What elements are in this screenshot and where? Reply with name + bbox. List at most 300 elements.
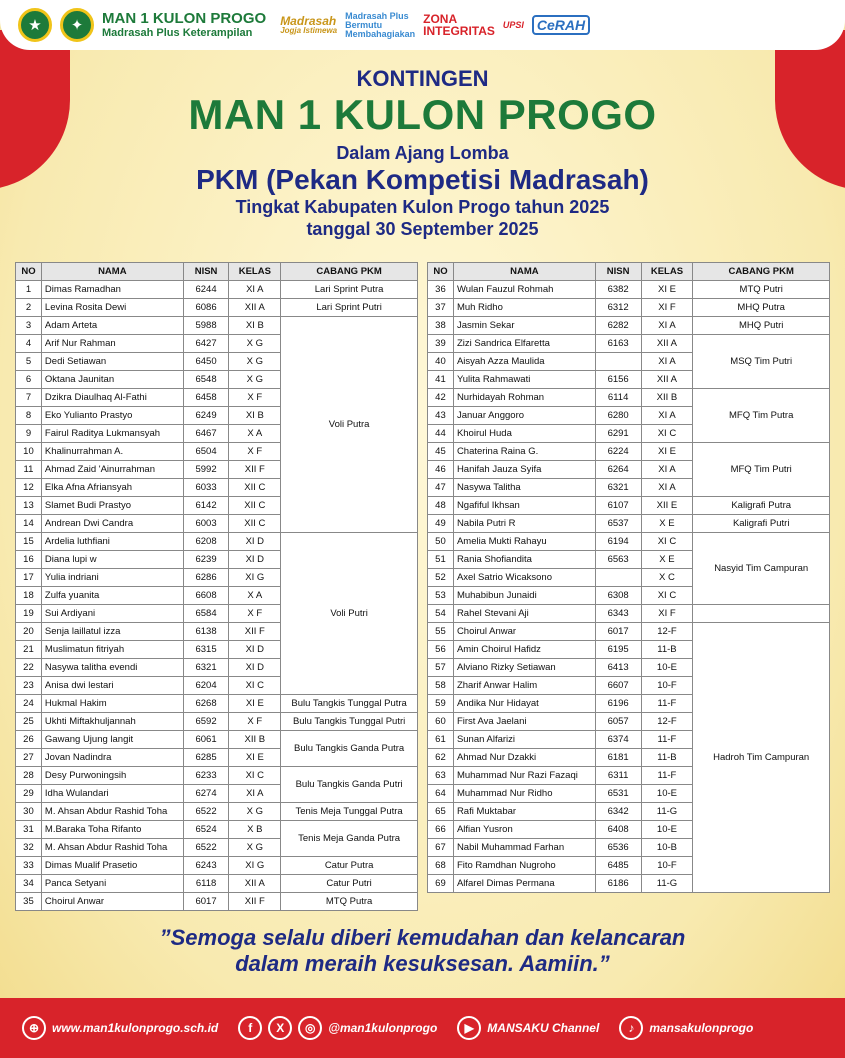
row-kelas: 11-B: [641, 749, 693, 767]
row-no: 49: [428, 515, 454, 533]
row-no: 38: [428, 317, 454, 335]
row-kelas: X F: [229, 389, 281, 407]
row-nama: Andrean Dwi Candra: [41, 515, 183, 533]
row-nama: Amelia Mukti Rahayu: [453, 533, 595, 551]
row-nama: Zulfa yuanita: [41, 587, 183, 605]
row-nama: Yulia indriani: [41, 569, 183, 587]
row-cabang: MTQ Putri: [693, 281, 830, 299]
row-cabang: Bulu Tangkis Tunggal Putra: [281, 695, 418, 713]
row-kelas: XI D: [229, 659, 281, 677]
row-kelas: XI A: [229, 785, 281, 803]
table-row: [16, 317, 418, 335]
row-no: 32: [16, 839, 42, 857]
row-kelas: XII A: [641, 335, 693, 353]
participants-table-left: [15, 262, 418, 911]
row-nisn: 6458: [183, 389, 229, 407]
row-nisn: 6086: [183, 299, 229, 317]
table-row: [16, 533, 418, 551]
row-nisn: 6374: [595, 731, 641, 749]
table-row: [16, 857, 418, 875]
row-nisn: 6061: [183, 731, 229, 749]
tiktok-icon[interactable]: ♪: [619, 1016, 643, 1040]
row-nisn: 6343: [595, 605, 641, 623]
row-kelas: XII C: [229, 515, 281, 533]
youtube-icon[interactable]: ▶: [457, 1016, 481, 1040]
row-kelas: XI A: [641, 407, 693, 425]
row-nama: M.Baraka Toha Rifanto: [41, 821, 183, 839]
row-no: 69: [428, 875, 454, 893]
row-kelas: X C: [641, 569, 693, 587]
row-cabang: [693, 605, 830, 623]
table-row: [16, 713, 418, 731]
row-nama: Jasmin Sekar: [453, 317, 595, 335]
row-no: 34: [16, 875, 42, 893]
table-row: [428, 533, 830, 551]
col-cabang: CABANG PKM: [281, 263, 418, 281]
row-cabang: Lari Sprint Putri: [281, 299, 418, 317]
col-nisn: NISN: [183, 263, 229, 281]
row-kelas: XI A: [641, 317, 693, 335]
table-row: [428, 623, 830, 641]
madrasah-logo-text: Madrasah: [280, 14, 337, 28]
title-ajang: Dalam Ajang Lomba: [336, 143, 509, 163]
title-kontingen: KONTINGEN: [356, 66, 489, 91]
title-tanggal: tanggal 30 September 2025: [306, 219, 539, 239]
row-cabang: Hadroh Tim Campuran: [693, 623, 830, 893]
row-nisn: 6163: [595, 335, 641, 353]
col-kelas: KELAS: [229, 263, 281, 281]
row-no: 29: [16, 785, 42, 803]
row-nisn: 6249: [183, 407, 229, 425]
title-block: [0, 66, 845, 240]
closing-line-2: dalam meraih kesuksesan. Aamiin.”: [235, 951, 610, 976]
row-kelas: XI D: [229, 641, 281, 659]
row-nama: Oktana Jaunitan: [41, 371, 183, 389]
x-icon[interactable]: X: [268, 1016, 292, 1040]
row-no: 17: [16, 569, 42, 587]
row-cabang: MFQ Tim Putra: [693, 389, 830, 443]
table-row: [16, 875, 418, 893]
row-kelas: X G: [229, 335, 281, 353]
row-kelas: XII B: [229, 731, 281, 749]
row-nisn: 6057: [595, 713, 641, 731]
row-nama: Alfarel Dimas Permana: [453, 875, 595, 893]
row-nama: Andika Nur Hidayat: [453, 695, 595, 713]
row-nama: Choirul Anwar: [453, 623, 595, 641]
row-kelas: 10-F: [641, 857, 693, 875]
row-nisn: 6244: [183, 281, 229, 299]
row-nama: Axel Satrio Wicaksono: [453, 569, 595, 587]
row-nama: Choirul Anwar: [41, 893, 183, 911]
table-row: [428, 389, 830, 407]
col-no: NO: [16, 263, 42, 281]
row-nisn: 6017: [183, 893, 229, 911]
row-nisn: 6450: [183, 353, 229, 371]
row-no: 31: [16, 821, 42, 839]
row-nama: Idha Wulandari: [41, 785, 183, 803]
row-nisn: [595, 569, 641, 587]
row-no: 12: [16, 479, 42, 497]
social-handle[interactable]: @man1kulonprogo: [328, 1021, 438, 1035]
brand-title: MAN 1 KULON PROGO: [102, 9, 267, 27]
row-kelas: X G: [229, 353, 281, 371]
row-nisn: 6181: [595, 749, 641, 767]
row-nama: Sui Ardiyani: [41, 605, 183, 623]
row-kelas: XI D: [229, 551, 281, 569]
row-nama: Dzikra Diaulhaq Al-Fathi: [41, 389, 183, 407]
row-nama: Fairul Raditya Lukmansyah: [41, 425, 183, 443]
row-no: 13: [16, 497, 42, 515]
row-nama: Muhabibun Junaidi: [453, 587, 595, 605]
row-no: 24: [16, 695, 42, 713]
row-no: 19: [16, 605, 42, 623]
row-no: 7: [16, 389, 42, 407]
row-nama: Yulita Rahmawati: [453, 371, 595, 389]
closing-line-1: ”Semoga selalu diberi kemudahan dan kelancaran: [159, 925, 686, 950]
row-nisn: 6427: [183, 335, 229, 353]
row-nama: Amin Choirul Hafidz: [453, 641, 595, 659]
madrasah-jogja-logo: [280, 15, 337, 35]
row-nisn: 6003: [183, 515, 229, 533]
row-nisn: 6408: [595, 821, 641, 839]
row-kelas: X F: [229, 443, 281, 461]
row-nisn: 6315: [183, 641, 229, 659]
row-no: 43: [428, 407, 454, 425]
globe-icon[interactable]: ⊕: [22, 1016, 46, 1040]
row-nama: Muhammad Nur Ridho: [453, 785, 595, 803]
row-no: 40: [428, 353, 454, 371]
table-row: [428, 317, 830, 335]
row-nama: M. Ahsan Abdur Rashid Toha: [41, 839, 183, 857]
header-bar: [0, 0, 845, 50]
row-kelas: XI C: [229, 767, 281, 785]
row-nisn: 6537: [595, 515, 641, 533]
row-kelas: XI E: [641, 443, 693, 461]
row-no: 18: [16, 587, 42, 605]
row-nama: Chaterina Raina G.: [453, 443, 595, 461]
row-cabang: Voli Putra: [281, 317, 418, 533]
row-no: 14: [16, 515, 42, 533]
row-kelas: XI E: [641, 281, 693, 299]
row-no: 41: [428, 371, 454, 389]
row-no: 22: [16, 659, 42, 677]
facebook-icon[interactable]: f: [238, 1016, 262, 1040]
row-no: 48: [428, 497, 454, 515]
col-nama: NAMA: [453, 263, 595, 281]
row-kelas: XII A: [229, 875, 281, 893]
row-kelas: X B: [229, 821, 281, 839]
row-cabang: Bulu Tangkis Ganda Putri: [281, 767, 418, 803]
row-cabang: Voli Putri: [281, 533, 418, 695]
title-tingkat: Tingkat Kabupaten Kulon Progo tahun 2025: [235, 197, 610, 217]
row-kelas: 11-F: [641, 695, 693, 713]
row-cabang: MTQ Putra: [281, 893, 418, 911]
row-kelas: XII F: [229, 893, 281, 911]
integritas-text: INTEGRITAS: [423, 24, 495, 38]
row-kelas: 11-G: [641, 875, 693, 893]
row-no: 47: [428, 479, 454, 497]
row-nisn: 6608: [183, 587, 229, 605]
row-kelas: 11-G: [641, 803, 693, 821]
row-kelas: XI A: [229, 281, 281, 299]
row-nama: Zharif Anwar Halim: [453, 677, 595, 695]
table-row: [16, 299, 418, 317]
row-nisn: 6142: [183, 497, 229, 515]
row-nama: Arif Nur Rahman: [41, 335, 183, 353]
row-no: 63: [428, 767, 454, 785]
row-nama: Adam Arteta: [41, 317, 183, 335]
row-nama: Muh Ridho: [453, 299, 595, 317]
row-no: 21: [16, 641, 42, 659]
row-nisn: 6224: [595, 443, 641, 461]
row-kelas: 12-F: [641, 623, 693, 641]
row-nisn: 6467: [183, 425, 229, 443]
row-nisn: 6274: [183, 785, 229, 803]
row-nisn: 6186: [595, 875, 641, 893]
row-nama: Alviano Rizky Setiawan: [453, 659, 595, 677]
row-nisn: 6311: [595, 767, 641, 785]
row-no: 16: [16, 551, 42, 569]
row-nisn: 6522: [183, 803, 229, 821]
row-no: 53: [428, 587, 454, 605]
table-row: [428, 497, 830, 515]
row-nisn: 6291: [595, 425, 641, 443]
row-kelas: XI C: [229, 677, 281, 695]
row-nama: Ahmad Zaid 'Ainurrahman: [41, 461, 183, 479]
row-no: 30: [16, 803, 42, 821]
row-kelas: XI C: [641, 425, 693, 443]
row-kelas: X A: [229, 425, 281, 443]
row-nama: M. Ahsan Abdur Rashid Toha: [41, 803, 183, 821]
table-row: [16, 821, 418, 839]
row-no: 45: [428, 443, 454, 461]
brand-subtitle: Madrasah Plus Keterampilan: [102, 27, 253, 40]
row-nama: Slamet Budi Prastyo: [41, 497, 183, 515]
cerah-logo: CeRAH: [532, 15, 590, 35]
row-nisn: 6138: [183, 623, 229, 641]
row-no: 58: [428, 677, 454, 695]
row-no: 44: [428, 425, 454, 443]
participants-table-right: [427, 262, 830, 893]
row-kelas: X A: [229, 587, 281, 605]
footer-bar: [0, 998, 845, 1058]
row-nisn: 6156: [595, 371, 641, 389]
row-no: 3: [16, 317, 42, 335]
row-no: 26: [16, 731, 42, 749]
row-nisn: 6264: [595, 461, 641, 479]
row-no: 20: [16, 623, 42, 641]
row-nisn: 6584: [183, 605, 229, 623]
row-nama: Rahel Stevani Aji: [453, 605, 595, 623]
row-kelas: XII F: [229, 623, 281, 641]
row-cabang: Tenis Meja Tunggal Putra: [281, 803, 418, 821]
row-nama: Wulan Fauzul Rohmah: [453, 281, 595, 299]
row-kelas: XI A: [641, 479, 693, 497]
row-nisn: 6413: [595, 659, 641, 677]
row-kelas: XI F: [641, 605, 693, 623]
row-no: 27: [16, 749, 42, 767]
row-no: 68: [428, 857, 454, 875]
row-nama: Dedi Setiawan: [41, 353, 183, 371]
row-nisn: 6522: [183, 839, 229, 857]
website-link[interactable]: www.man1kulonprogo.sch.id: [52, 1021, 219, 1035]
col-no: NO: [428, 263, 454, 281]
row-no: 64: [428, 785, 454, 803]
row-kelas: XII B: [641, 389, 693, 407]
youtube-channel[interactable]: MANSAKU Channel: [487, 1021, 600, 1035]
row-kelas: XI E: [229, 749, 281, 767]
row-cabang: MHQ Putra: [693, 299, 830, 317]
row-no: 4: [16, 335, 42, 353]
row-nama: Ukhti Miftakhuljannah: [41, 713, 183, 731]
row-nama: Hukmal Hakim: [41, 695, 183, 713]
row-nama: Senja laillatul izza: [41, 623, 183, 641]
row-no: 62: [428, 749, 454, 767]
row-no: 23: [16, 677, 42, 695]
row-nama: Desy Purwoningsih: [41, 767, 183, 785]
madrasah-jogja-text: Jogja Istimewa: [280, 26, 338, 35]
row-nisn: 6548: [183, 371, 229, 389]
row-nama: Ngafiful Ikhsan: [453, 497, 595, 515]
row-cabang: Bulu Tangkis Ganda Putra: [281, 731, 418, 767]
row-no: 50: [428, 533, 454, 551]
row-nama: Hanifah Jauza Syifa: [453, 461, 595, 479]
zona-integritas-logo: [423, 13, 495, 37]
row-nisn: 6107: [595, 497, 641, 515]
row-nisn: 6017: [595, 623, 641, 641]
row-kelas: X G: [229, 839, 281, 857]
row-kelas: XI G: [229, 569, 281, 587]
row-nama: Nurhidayah Rohman: [453, 389, 595, 407]
row-nisn: 6607: [595, 677, 641, 695]
row-nama: Khalinurrahman A.: [41, 443, 183, 461]
row-cabang: Catur Putri: [281, 875, 418, 893]
title-pkm: PKM (Pekan Kompetisi Madrasah): [196, 164, 649, 195]
row-cabang: MSQ Tim Putri: [693, 335, 830, 389]
row-no: 66: [428, 821, 454, 839]
row-nama: Levina Rosita Dewi: [41, 299, 183, 317]
row-no: 65: [428, 803, 454, 821]
row-no: 35: [16, 893, 42, 911]
instagram-icon[interactable]: ◎: [298, 1016, 322, 1040]
row-nisn: 6194: [595, 533, 641, 551]
row-nisn: 6282: [595, 317, 641, 335]
row-no: 46: [428, 461, 454, 479]
row-nama: Januar Anggoro: [453, 407, 595, 425]
row-nisn: 5988: [183, 317, 229, 335]
table-row: [428, 281, 830, 299]
row-kelas: XI B: [229, 407, 281, 425]
row-no: 6: [16, 371, 42, 389]
kemenag-logo-icon: ★: [18, 8, 52, 42]
row-cabang: Kaligrafi Putri: [693, 515, 830, 533]
row-nama: Nabila Putri R: [453, 515, 595, 533]
tiktok-handle[interactable]: mansakulonprogo: [649, 1021, 754, 1035]
table-row: [428, 335, 830, 353]
row-no: 33: [16, 857, 42, 875]
row-nisn: 6312: [595, 299, 641, 317]
row-nama: Diana lupi w: [41, 551, 183, 569]
row-cabang: Catur Putra: [281, 857, 418, 875]
row-no: 11: [16, 461, 42, 479]
brand: [102, 11, 266, 40]
row-nisn: 6321: [183, 659, 229, 677]
row-kelas: XI D: [229, 533, 281, 551]
row-kelas: 10-F: [641, 677, 693, 695]
row-no: 51: [428, 551, 454, 569]
row-kelas: XI E: [229, 695, 281, 713]
row-kelas: XII E: [641, 497, 693, 515]
col-nisn: NISN: [595, 263, 641, 281]
row-nama: Sunan Alfarizi: [453, 731, 595, 749]
row-kelas: 10-B: [641, 839, 693, 857]
row-nisn: 6563: [595, 551, 641, 569]
row-no: 52: [428, 569, 454, 587]
row-cabang: Lari Sprint Putra: [281, 281, 418, 299]
row-nama: Dimas Mualif Prasetio: [41, 857, 183, 875]
row-nama: Zizi Sandrica Elfaretta: [453, 335, 595, 353]
row-nama: Khoirul Huda: [453, 425, 595, 443]
row-nisn: 6233: [183, 767, 229, 785]
row-nama: Gawang Ujung langit: [41, 731, 183, 749]
school-logo-icon: ✦: [60, 8, 94, 42]
row-nisn: 6118: [183, 875, 229, 893]
row-nisn: 6286: [183, 569, 229, 587]
row-no: 39: [428, 335, 454, 353]
row-cabang: MHQ Putri: [693, 317, 830, 335]
row-nisn: 6536: [595, 839, 641, 857]
row-cabang: Tenis Meja Ganda Putra: [281, 821, 418, 857]
table-header-row: [16, 263, 418, 281]
row-nisn: 6243: [183, 857, 229, 875]
row-nisn: 6592: [183, 713, 229, 731]
row-nisn: 6285: [183, 749, 229, 767]
table-row: [16, 731, 418, 749]
table-row: [16, 695, 418, 713]
row-no: 9: [16, 425, 42, 443]
row-kelas: 12-F: [641, 713, 693, 731]
mhp-logo: [345, 12, 415, 39]
row-kelas: 10-E: [641, 785, 693, 803]
row-nama: Dimas Ramadhan: [41, 281, 183, 299]
row-nama: Panca Setyani: [41, 875, 183, 893]
table-row: [428, 515, 830, 533]
row-no: 15: [16, 533, 42, 551]
row-kelas: X G: [229, 803, 281, 821]
table-header-row: [428, 263, 830, 281]
upsi-logo: UPSI: [502, 20, 524, 30]
row-kelas: XI B: [229, 317, 281, 335]
row-nisn: 6524: [183, 821, 229, 839]
row-kelas: X F: [229, 713, 281, 731]
row-nisn: 6204: [183, 677, 229, 695]
row-nisn: 6531: [595, 785, 641, 803]
row-nama: Nasywa Talitha: [453, 479, 595, 497]
row-nisn: 6504: [183, 443, 229, 461]
row-nama: Fito Ramdhan Nugroho: [453, 857, 595, 875]
row-no: 42: [428, 389, 454, 407]
row-nisn: 6196: [595, 695, 641, 713]
row-nisn: 6485: [595, 857, 641, 875]
row-nisn: 6321: [595, 479, 641, 497]
row-kelas: XI C: [641, 533, 693, 551]
row-kelas: XI A: [641, 353, 693, 371]
col-kelas: KELAS: [641, 263, 693, 281]
row-no: 55: [428, 623, 454, 641]
row-kelas: XI G: [229, 857, 281, 875]
row-no: 2: [16, 299, 42, 317]
row-nama: Nabil Muhammad Farhan: [453, 839, 595, 857]
